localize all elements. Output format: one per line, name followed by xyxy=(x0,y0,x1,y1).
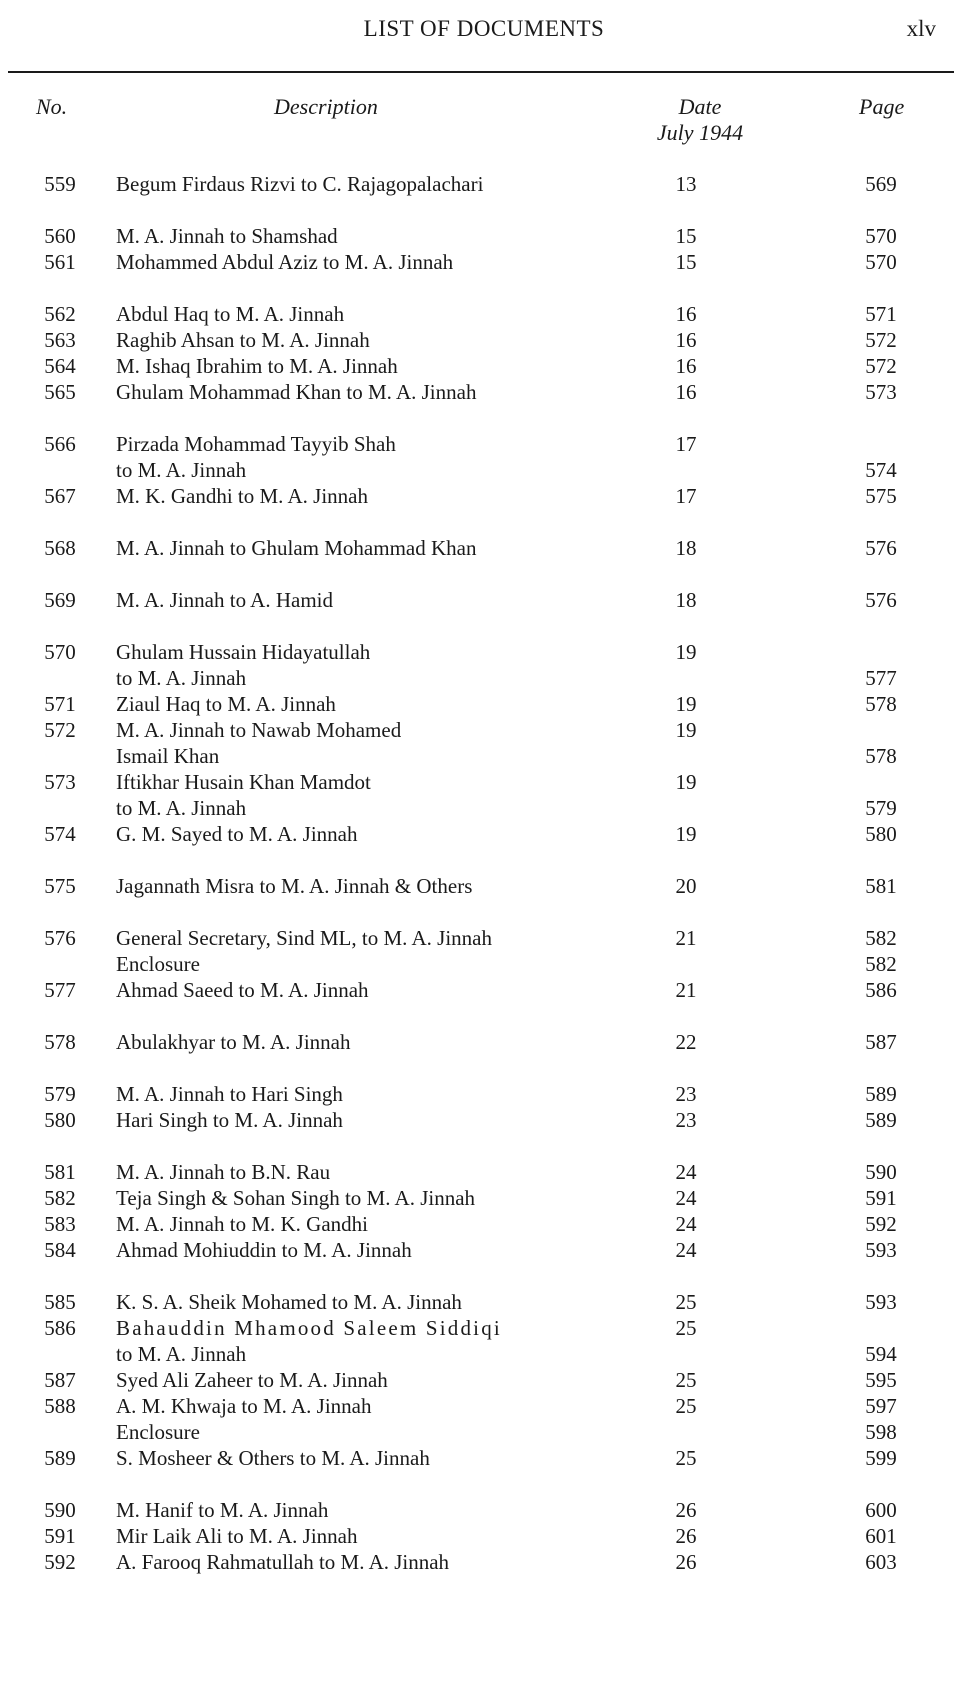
table-row xyxy=(0,1212,968,1240)
table-row xyxy=(0,796,968,824)
document-description: Enclosure xyxy=(116,952,200,976)
document-date: 19 xyxy=(675,822,697,846)
document-page: 574 xyxy=(865,458,897,482)
document-description: Ghulam Mohammad Khan to M. A. Jinnah xyxy=(116,380,477,404)
table-row xyxy=(0,458,968,486)
document-description: M. A. Jinnah to Shamshad xyxy=(116,224,338,248)
table-row xyxy=(0,1498,968,1526)
document-number: 573 xyxy=(44,770,76,794)
document-description: S. Mosheer & Others to M. A. Jinnah xyxy=(116,1446,430,1470)
document-date: 18 xyxy=(675,588,697,612)
table-row xyxy=(0,1420,968,1448)
table-row xyxy=(0,692,968,720)
document-description: Pirzada Mohammad Tayyib Shah xyxy=(116,432,396,456)
table-row xyxy=(0,1238,968,1266)
document-description: Teja Singh & Sohan Singh to M. A. Jinnah xyxy=(116,1186,476,1210)
page-number: xlv xyxy=(906,16,936,41)
document-date: 24 xyxy=(675,1238,697,1262)
table-row xyxy=(0,1030,968,1058)
document-date: 19 xyxy=(675,770,697,794)
table-row xyxy=(0,1186,968,1214)
table-row xyxy=(0,952,968,980)
document-description: to M. A. Jinnah xyxy=(116,458,247,482)
table-row xyxy=(0,588,968,616)
document-description: K. S. A. Sheik Mohamed to M. A. Jinnah xyxy=(116,1290,462,1314)
document-number: 580 xyxy=(44,1108,76,1132)
document-date: 25 xyxy=(675,1394,697,1418)
document-date: 20 xyxy=(675,874,697,898)
document-number: 589 xyxy=(44,1446,76,1470)
table-row xyxy=(0,1290,968,1318)
document-page: 586 xyxy=(865,978,897,1002)
document-date: 16 xyxy=(675,302,697,326)
document-number: 565 xyxy=(44,380,76,404)
document-number: 574 xyxy=(44,822,76,846)
document-number: 584 xyxy=(44,1238,76,1262)
document-number: 568 xyxy=(44,536,76,560)
document-date: 25 xyxy=(675,1316,697,1340)
document-page: 570 xyxy=(865,224,897,248)
table-row xyxy=(0,432,968,460)
document-description: A. M. Khwaja to M. A. Jinnah xyxy=(116,1394,372,1418)
document-description: Abulakhyar to M. A. Jinnah xyxy=(116,1030,351,1054)
document-page: 601 xyxy=(865,1524,897,1548)
document-date: 21 xyxy=(675,978,697,1002)
document-description: to M. A. Jinnah xyxy=(116,1342,247,1366)
document-page: 582 xyxy=(865,926,897,950)
document-date: 19 xyxy=(675,640,697,664)
column-header-date: Date xyxy=(678,94,722,119)
document-date: 19 xyxy=(675,692,697,716)
table-row xyxy=(0,822,968,850)
document-description: M. A. Jinnah to B.N. Rau xyxy=(116,1160,331,1184)
table-row xyxy=(0,1342,968,1370)
header-rule xyxy=(8,71,954,73)
document-page: 600 xyxy=(865,1498,897,1522)
document-date: 15 xyxy=(675,224,697,248)
document-description: Bahauddin Mhamood Saleem Siddiqi xyxy=(116,1316,502,1340)
document-description: Mohammed Abdul Aziz to M. A. Jinnah xyxy=(116,250,454,274)
document-number: 579 xyxy=(44,1082,76,1106)
document-number: 585 xyxy=(44,1290,76,1314)
document-number: 567 xyxy=(44,484,76,508)
table-row xyxy=(0,978,968,1006)
document-description: Raghib Ahsan to M. A. Jinnah xyxy=(116,328,370,352)
document-number: 586 xyxy=(44,1316,76,1340)
document-description: Mir Laik Ali to M. A. Jinnah xyxy=(116,1524,358,1548)
document-description: Jagannath Misra to M. A. Jinnah & Others xyxy=(116,874,473,898)
table-row xyxy=(0,172,968,200)
document-date: 15 xyxy=(675,250,697,274)
document-page: 570 xyxy=(865,250,897,274)
document-page: 580 xyxy=(865,822,897,846)
document-page: 581 xyxy=(865,874,897,898)
document-page: 576 xyxy=(865,536,897,560)
document-number: 564 xyxy=(44,354,76,378)
table-row xyxy=(0,666,968,694)
document-date: 23 xyxy=(675,1082,697,1106)
document-description: M. Ishaq Ibrahim to M. A. Jinnah xyxy=(116,354,398,378)
document-page: 575 xyxy=(865,484,897,508)
document-number: 577 xyxy=(44,978,76,1002)
document-page: 571 xyxy=(865,302,897,326)
document-description: Iftikhar Husain Khan Mamdot xyxy=(116,770,371,794)
document-description: M. A. Jinnah to A. Hamid xyxy=(116,588,334,612)
document-date: 26 xyxy=(675,1550,697,1574)
document-number: 591 xyxy=(44,1524,76,1548)
document-page: 593 xyxy=(865,1290,897,1314)
table-row xyxy=(0,1160,968,1188)
document-description: to M. A. Jinnah xyxy=(116,666,247,690)
document-number: 561 xyxy=(44,250,76,274)
document-page: 593 xyxy=(865,1238,897,1262)
document-date: 24 xyxy=(675,1160,697,1184)
table-row xyxy=(0,640,968,668)
document-number: 590 xyxy=(44,1498,76,1522)
document-date: 21 xyxy=(675,926,697,950)
document-page: 572 xyxy=(865,354,897,378)
page-title: LIST OF DOCUMENTS xyxy=(363,16,605,41)
column-header-page: Page xyxy=(859,94,905,119)
document-page: 589 xyxy=(865,1082,897,1106)
document-number: 572 xyxy=(44,718,76,742)
document-date: 22 xyxy=(675,1030,697,1054)
document-page: 577 xyxy=(865,666,897,690)
table-row xyxy=(0,380,968,408)
document-page: 599 xyxy=(865,1446,897,1470)
document-number: 588 xyxy=(44,1394,76,1418)
document-description: Abdul Haq to M. A. Jinnah xyxy=(116,302,345,326)
document-description: Hari Singh to M. A. Jinnah xyxy=(116,1108,343,1132)
document-description: G. M. Sayed to M. A. Jinnah xyxy=(116,822,358,846)
document-date: 23 xyxy=(675,1108,697,1132)
document-number: 571 xyxy=(44,692,76,716)
document-page: 595 xyxy=(865,1368,897,1392)
table-row xyxy=(0,250,968,278)
document-date: 16 xyxy=(675,354,697,378)
document-date: 25 xyxy=(675,1368,697,1392)
table-row xyxy=(0,1368,968,1396)
document-number: 581 xyxy=(44,1160,76,1184)
document-page: 589 xyxy=(865,1108,897,1132)
document-page: 572 xyxy=(865,328,897,352)
document-page: 587 xyxy=(865,1030,897,1054)
document-description: M. A. Jinnah to M. K. Gandhi xyxy=(116,1212,368,1236)
document-description: Enclosure xyxy=(116,1420,200,1444)
document-page: 592 xyxy=(865,1212,897,1236)
document-page: 578 xyxy=(865,744,897,768)
document-page: 576 xyxy=(865,588,897,612)
document-date: 26 xyxy=(675,1524,697,1548)
document-page: 598 xyxy=(865,1420,897,1444)
document-description: Ghulam Hussain Hidayatullah xyxy=(116,640,371,664)
document-number: 563 xyxy=(44,328,76,352)
document-number: 570 xyxy=(44,640,76,664)
document-page: 590 xyxy=(865,1160,897,1184)
document-number: 559 xyxy=(44,172,76,196)
document-description: General Secretary, Sind ML, to M. A. Jinnah xyxy=(116,926,492,950)
table-row xyxy=(0,874,968,902)
document-description: M. Hanif to M. A. Jinnah xyxy=(116,1498,329,1522)
document-description: M. A. Jinnah to Hari Singh xyxy=(116,1082,343,1106)
document-date: 25 xyxy=(675,1290,697,1314)
document-number: 566 xyxy=(44,432,76,456)
document-date: 17 xyxy=(675,484,697,508)
table-row xyxy=(0,718,968,746)
table-row xyxy=(0,224,968,252)
document-description: Syed Ali Zaheer to M. A. Jinnah xyxy=(116,1368,388,1392)
document-number: 582 xyxy=(44,1186,76,1210)
document-date: 18 xyxy=(675,536,697,560)
table-row xyxy=(0,744,968,772)
table-row xyxy=(0,1394,968,1422)
document-number: 583 xyxy=(44,1212,76,1236)
document-number: 578 xyxy=(44,1030,76,1054)
document-number: 562 xyxy=(44,302,76,326)
table-row xyxy=(0,328,968,356)
document-date: 17 xyxy=(675,432,697,456)
document-page: 573 xyxy=(865,380,897,404)
document-date: 16 xyxy=(675,328,697,352)
document-page: 578 xyxy=(865,692,897,716)
document-number: 569 xyxy=(44,588,76,612)
table-row xyxy=(0,1524,968,1552)
document-page: 579 xyxy=(865,796,897,820)
document-description: M. A. Jinnah to Nawab Mohamed xyxy=(116,718,402,742)
table-row xyxy=(0,484,968,512)
document-date: 16 xyxy=(675,380,697,404)
document-date: 25 xyxy=(675,1446,697,1470)
document-description: M. K. Gandhi to M. A. Jinnah xyxy=(116,484,368,508)
table-row xyxy=(0,926,968,954)
table-row xyxy=(0,1550,968,1578)
document-number: 560 xyxy=(44,224,76,248)
table-row xyxy=(0,770,968,798)
document-number: 576 xyxy=(44,926,76,950)
document-description: Ahmad Saeed to M. A. Jinnah xyxy=(116,978,369,1002)
document-number: 587 xyxy=(44,1368,76,1392)
document-page: 597 xyxy=(865,1394,897,1418)
document-date: 19 xyxy=(675,718,697,742)
column-header-date-month: July 1944 xyxy=(656,120,744,145)
column-header-no: No. xyxy=(36,94,68,119)
table-row xyxy=(0,1316,968,1344)
document-description: A. Farooq Rahmatullah to M. A. Jinnah xyxy=(116,1550,450,1574)
document-date: 26 xyxy=(675,1498,697,1522)
document-page: 569 xyxy=(865,172,897,196)
table-row xyxy=(0,302,968,330)
document-description: Ismail Khan xyxy=(116,744,220,768)
document-description: Begum Firdaus Rizvi to C. Rajagopalachari xyxy=(116,172,484,196)
table-row xyxy=(0,536,968,564)
document-date: 24 xyxy=(675,1186,697,1210)
document-description: to M. A. Jinnah xyxy=(116,796,247,820)
document-description: Ahmad Mohiuddin to M. A. Jinnah xyxy=(116,1238,412,1262)
document-page: 582 xyxy=(865,952,897,976)
document-description: Ziaul Haq to M. A. Jinnah xyxy=(116,692,336,716)
document-page: 603 xyxy=(865,1550,897,1574)
table-row xyxy=(0,354,968,382)
document-page: 591 xyxy=(865,1186,897,1210)
document-number: 592 xyxy=(44,1550,76,1574)
column-header-description: Description xyxy=(274,94,378,119)
document-page: 594 xyxy=(865,1342,897,1366)
document-date: 13 xyxy=(675,172,697,196)
document-date: 24 xyxy=(675,1212,697,1236)
document-description: M. A. Jinnah to Ghulam Mohammad Khan xyxy=(116,536,477,560)
document-number: 575 xyxy=(44,874,76,898)
table-row xyxy=(0,1108,968,1136)
table-row xyxy=(0,1446,968,1474)
table-row xyxy=(0,1082,968,1110)
